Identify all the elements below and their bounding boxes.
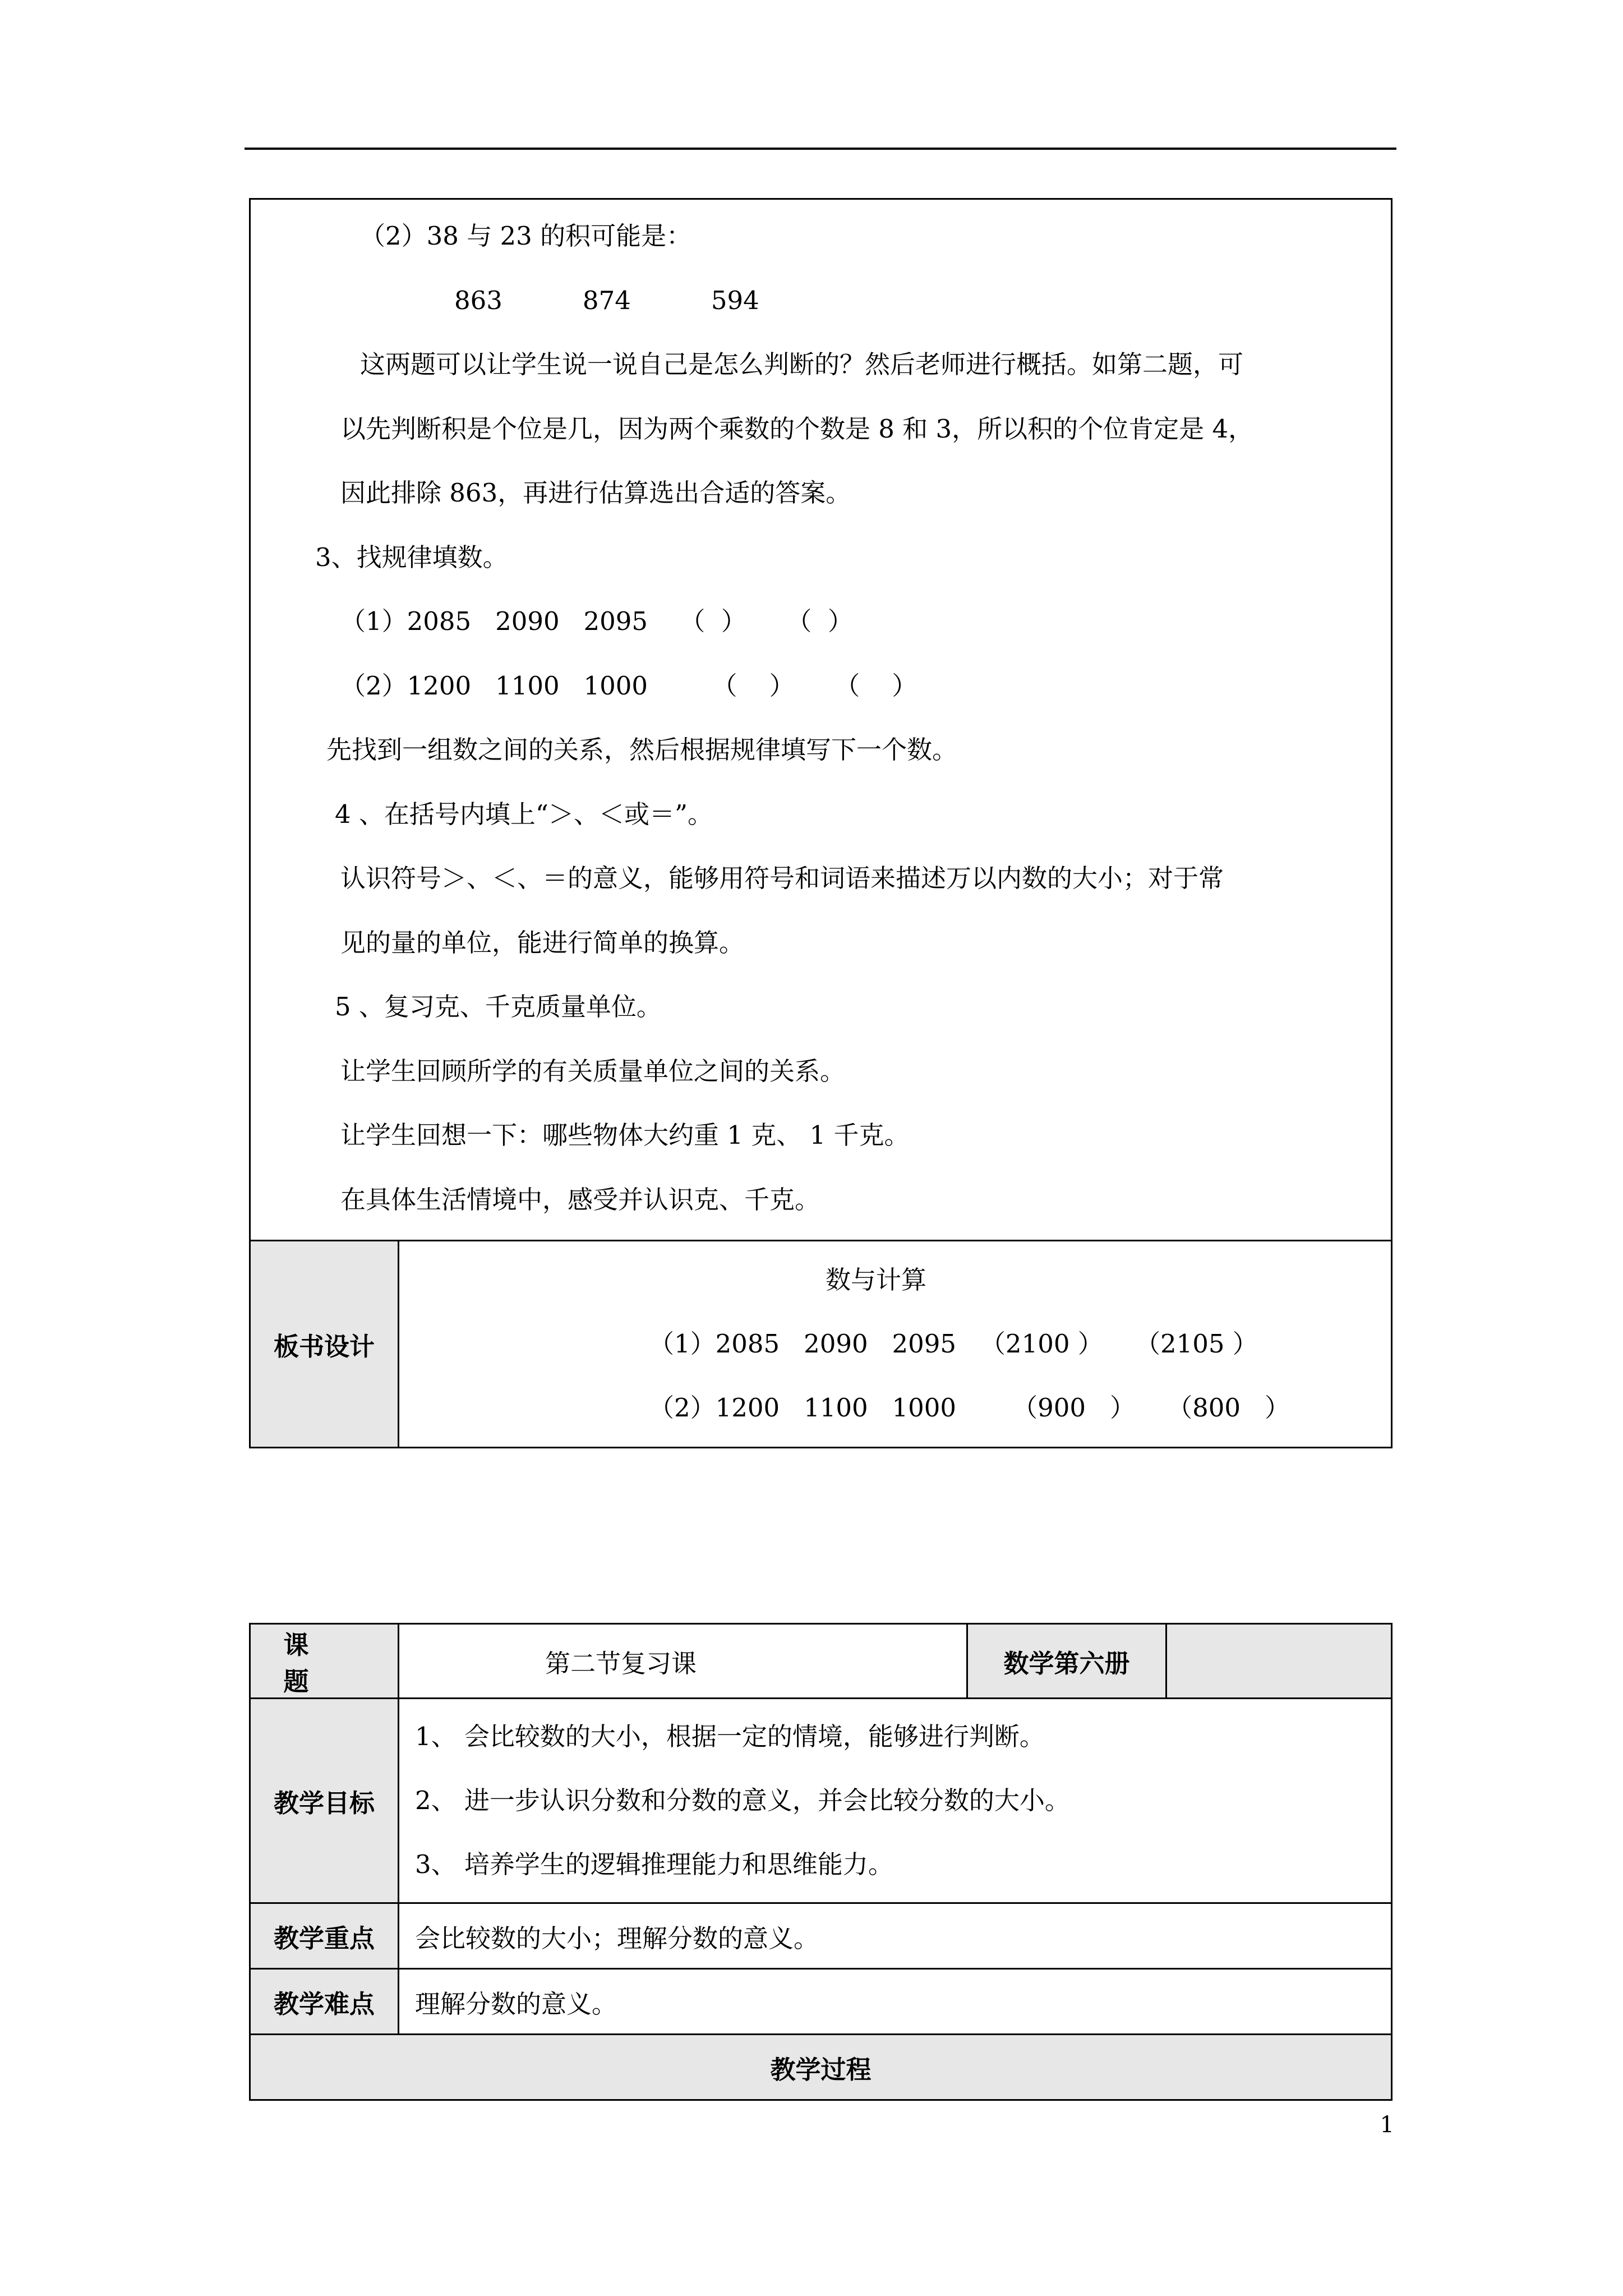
process-label: 教学过程 bbox=[250, 2035, 1392, 2100]
topic-value: 第二节复习课 bbox=[399, 1624, 967, 1699]
focus-value: 会比较数的大小；理解分数的意义。 bbox=[399, 1903, 1392, 1969]
difficulty-label: 教学难点 bbox=[250, 1969, 399, 2035]
board-row-2: （2）1200 1100 1000 （900 ） （800 ） bbox=[649, 1393, 1290, 1423]
mass-line-2: 让学生回想一下：哪些物体大约重 1 克、 1 千克。 bbox=[340, 1120, 910, 1150]
question-2-line: （2）38 与 23 的积可能是： bbox=[360, 221, 692, 251]
symbols-line-2: 见的量的单位，能进行简单的换算。 bbox=[340, 927, 745, 958]
lesson-content-cell bbox=[250, 199, 1392, 1241]
pattern-2-line: （2）1200 1100 1000 （ ） （ ） bbox=[340, 670, 917, 701]
difficulty-value: 理解分数的意义。 bbox=[399, 1969, 1392, 2035]
board-title: 数与计算 bbox=[826, 1265, 927, 1295]
page-number: 1 bbox=[1380, 2112, 1394, 2138]
explanation-line-3: 因此排除 863，再进行估算选出合适的答案。 bbox=[340, 478, 851, 508]
goals-content bbox=[399, 1699, 1392, 1903]
section-5-heading: 5 、复习克、千克质量单位。 bbox=[335, 992, 662, 1022]
mass-line-1: 让学生回顾所学的有关质量单位之间的关系。 bbox=[340, 1056, 846, 1086]
board-row-1: （1）2085 2090 2095 （2100 ） （2105 ） bbox=[649, 1329, 1258, 1359]
topic-label: 课题 bbox=[250, 1624, 399, 1699]
goal-2: 2、 进一步认识分数和分数的意义，并会比较分数的大小。 bbox=[415, 1786, 1070, 1815]
answer-options-line: 863 874 594 bbox=[454, 285, 759, 315]
symbols-line-1: 认识符号＞、＜、＝的意义，能够用符号和词语来描述万以内数的大小；对于常 bbox=[340, 863, 1224, 893]
explanation-line-2: 以先判断积是个位是几，因为两个乘数的个数是 8 和 3，所以积的个位肯定是 4， bbox=[340, 413, 1254, 444]
lesson-continuation-table bbox=[249, 198, 1393, 1448]
section-4-heading: 4 、在括号内填上“＞、＜或＝”。 bbox=[335, 799, 713, 829]
book-label: 数学第六册 bbox=[967, 1624, 1166, 1699]
section-3-heading: 3、找规律填数。 bbox=[315, 542, 508, 572]
focus-label: 教学重点 bbox=[250, 1903, 399, 1969]
explanation-line-1: 这两题可以让学生说一说自己是怎么判断的？然后老师进行概括。如第二题，可 bbox=[360, 349, 1244, 379]
goal-3: 3、 培养学生的逻辑推理能力和思维能力。 bbox=[415, 1849, 893, 1879]
pattern-1-line: （1）2085 2090 2095 （ ） （ ） bbox=[340, 606, 853, 636]
lesson2-table bbox=[249, 1623, 1393, 2101]
book-value bbox=[1166, 1624, 1392, 1699]
header-rule bbox=[245, 148, 1396, 150]
board-design-label: 板书设计 bbox=[250, 1241, 399, 1448]
mass-line-3: 在具体生活情境中，感受并认识克、千克。 bbox=[340, 1184, 820, 1214]
goals-label: 教学目标 bbox=[250, 1699, 399, 1903]
pattern-explanation-line: 先找到一组数之间的关系，然后根据规律填写下一个数。 bbox=[326, 735, 958, 765]
goal-1: 1、 会比较数的大小，根据一定的情境，能够进行判断。 bbox=[415, 1722, 1045, 1751]
board-design-content bbox=[399, 1241, 1392, 1448]
